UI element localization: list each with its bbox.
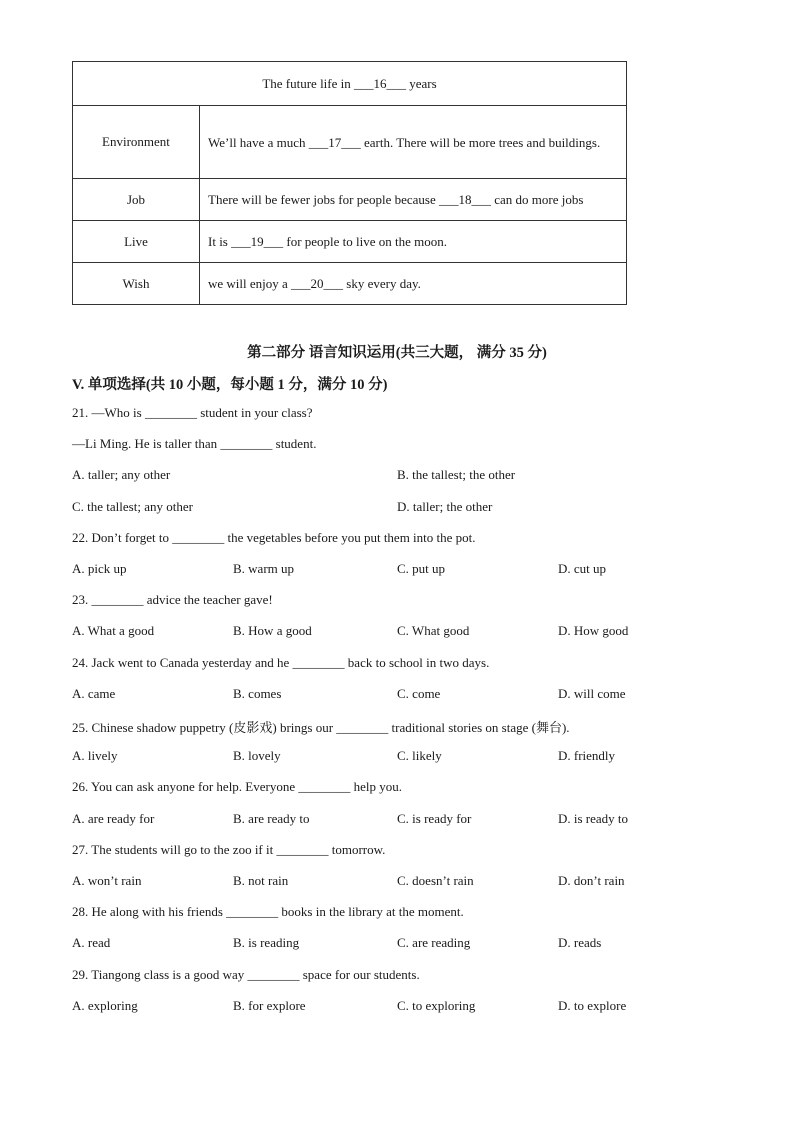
q27-option-d[interactable]: D. don’t rain <box>558 873 625 888</box>
q22-option-a[interactable]: A. pick up <box>72 561 127 576</box>
q27-option-c[interactable]: C. doesn’t rain <box>397 873 474 888</box>
q21-option-d[interactable]: D. taller; the other <box>397 499 493 514</box>
question-24-stem: 24. Jack went to Canada yesterday and he ________ back to school in two days. <box>72 655 490 670</box>
row-label-job: Job <box>73 179 200 221</box>
q24-option-c[interactable]: C. come <box>397 686 441 701</box>
question-23-stem: 23. ________ advice the teacher gave! <box>72 592 273 607</box>
q28-option-c[interactable]: C. are reading <box>397 935 471 950</box>
question-26-stem: 26. You can ask anyone for help. Everyone ________ help you. <box>72 779 402 794</box>
question-22-stem: 22. Don’t forget to ________ the vegetables before you put them into the pot. <box>72 530 476 545</box>
q24-option-b[interactable]: B. comes <box>233 686 282 701</box>
q27-option-b[interactable]: B. not rain <box>233 873 289 888</box>
q29-option-a[interactable]: A. exploring <box>72 998 138 1013</box>
q21-option-b[interactable]: B. the tallest; the other <box>397 467 516 482</box>
q25-option-b[interactable]: B. lovely <box>233 748 281 763</box>
q28-option-a[interactable]: A. read <box>72 935 111 950</box>
q23-option-d[interactable]: D. How good <box>558 623 629 638</box>
question-27-stem: 27. The students will go to the zoo if it ________ tomorrow. <box>72 842 386 857</box>
q22-option-d[interactable]: D. cut up <box>558 561 607 576</box>
row-label-wish: Wish <box>73 263 200 305</box>
q26-option-d[interactable]: D. is ready to <box>558 811 629 826</box>
q22-option-b[interactable]: B. warm up <box>233 561 295 576</box>
q25-option-a[interactable]: A. lively <box>72 748 118 763</box>
q29-option-d[interactable]: D. to explore <box>558 998 627 1013</box>
q27-option-a[interactable]: A. won’t rain <box>72 873 142 888</box>
q24-option-d[interactable]: D. will come <box>558 686 626 701</box>
q29-option-c[interactable]: C. to exploring <box>397 998 476 1013</box>
table-title: The future life in ___16___ years <box>73 62 627 106</box>
section-title: 第二部分 语言知识运用(共三大题， 满分 35 分) <box>247 345 547 361</box>
q21-option-a[interactable]: A. taller; any other <box>72 467 171 482</box>
row-text-live: It is ___19___ for people to live on the moon. <box>200 221 627 263</box>
row-text-environment: We’ll have a much ___17___ earth. There will be more trees and buildings. <box>200 106 627 179</box>
q28-option-d[interactable]: D. reads <box>558 935 602 950</box>
part-title: V. 单项选择(共 10 小题，每小题 1 分，满分 10 分) <box>72 377 388 393</box>
q26-option-b[interactable]: B. are ready to <box>233 811 310 826</box>
question-21-stem: 21. —Who is ________ student in your class? <box>72 405 313 420</box>
q26-option-a[interactable]: A. are ready for <box>72 811 155 826</box>
question-28-stem: 28. He along with his friends ________ books in the library at the moment. <box>72 904 464 919</box>
question-21-answer-line: —Li Ming. He is taller than ________ student. <box>72 436 317 451</box>
q24-option-a[interactable]: A. came <box>72 686 116 701</box>
q28-option-b[interactable]: B. is reading <box>233 935 300 950</box>
q23-option-a[interactable]: A. What a good <box>72 623 155 638</box>
q25-option-c[interactable]: C. likely <box>397 748 442 763</box>
question-25-stem: 25. Chinese shadow puppetry (皮影戏) brings our ________ traditional stories on stage (舞台). <box>72 720 570 735</box>
row-label-live: Live <box>73 221 200 263</box>
future-life-table <box>72 61 627 305</box>
q21-option-c[interactable]: C. the tallest; any other <box>72 499 193 514</box>
q23-option-c[interactable]: C. What good <box>397 623 470 638</box>
q22-option-c[interactable]: C. put up <box>397 561 446 576</box>
question-29-stem: 29. Tiangong class is a good way ________ space for our students. <box>72 967 420 982</box>
q26-option-c[interactable]: C. is ready for <box>397 811 472 826</box>
q23-option-b[interactable]: B. How a good <box>233 623 312 638</box>
q29-option-b[interactable]: B. for explore <box>233 998 306 1013</box>
row-text-job: There will be fewer jobs for people because ___18___ can do more jobs <box>200 179 627 221</box>
row-label-environment: Environment <box>73 106 200 179</box>
row-text-wish: we will enjoy a ___20___ sky every day. <box>200 263 627 305</box>
q25-option-d[interactable]: D. friendly <box>558 748 616 763</box>
